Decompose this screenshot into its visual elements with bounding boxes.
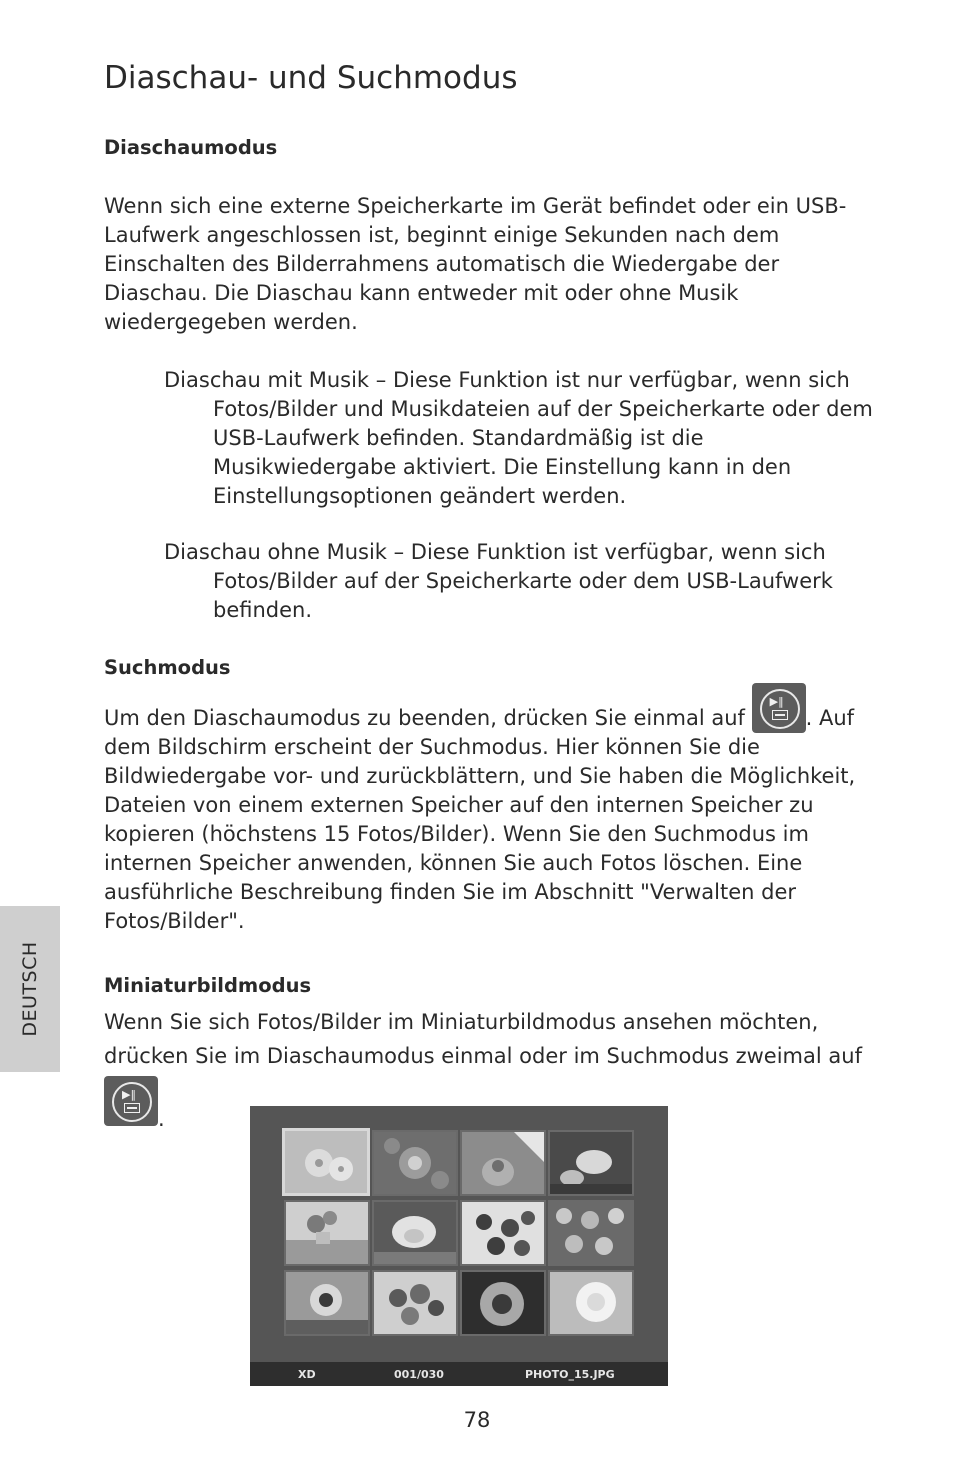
thumbnail-9 — [284, 1270, 370, 1336]
thumbnail-4 — [548, 1130, 634, 1196]
thumbnail-3 — [460, 1130, 546, 1196]
thumbnail-11 — [460, 1270, 546, 1336]
language-side-tab — [0, 906, 60, 1072]
flower-thumbnail-image — [550, 1202, 632, 1264]
slideshow-without-music: Diaschau ohne Musik – Diese Funktion ist verfügbar, wenn sich Fotos/Bilder auf der Speicherkarte oder dem USB-Laufwerk befinden. — [164, 540, 833, 622]
thumbnail-mode-screen — [250, 1106, 668, 1386]
play-pause-menu-button-icon: ▶‖ — [752, 683, 806, 733]
thumbnail-8 — [548, 1200, 634, 1266]
storage-source: XD — [298, 1368, 316, 1381]
section-heading-thumbnail: Miniaturbildmodus — [104, 974, 312, 997]
thumbnail-5 — [284, 1200, 370, 1266]
flower-thumbnail-image — [285, 1131, 367, 1193]
thumbnail-1 — [282, 1128, 370, 1196]
page-title: Diaschau- und Suchmodus — [104, 60, 518, 96]
thumbnail-12 — [548, 1270, 634, 1336]
sunflower-thumbnail-image — [462, 1272, 544, 1334]
thumbnail-end-period: . — [158, 1107, 165, 1131]
flower-thumbnail-image — [374, 1202, 456, 1264]
play-pause-menu-button-icon: ▶‖ — [104, 1076, 158, 1126]
thumbnail-10 — [372, 1270, 458, 1336]
sunflower-thumbnail-image — [286, 1272, 368, 1334]
page-number: 78 — [463, 1408, 491, 1432]
thumbnail-text: Wenn Sie sich Fotos/Bilder im Miniaturbildmodus ansehen möchten, drücken Sie im Diaschaumodus einmal oder im Suchmodus zweimal auf — [104, 1010, 862, 1068]
search-text-after: . Auf dem Bildschirm erscheint der Suchmodus. Hier können Sie die Bildwiedergabe vor- und zurückblättern, und Sie haben die Möglichkeit, Dateien von einem externen Speicher auf den internen Speicher zu kopieren (höchstens 15 Fotos/Bilder). Wenn Sie den Suchmodus im internen Speicher anwenden, können Sie auch Fotos löschen. Eine ausführliche Beschreibung finden Sie im Abschnitt "Verwalten der Fotos/Bilder". — [104, 706, 856, 933]
flower-thumbnail-image — [462, 1132, 544, 1194]
search-text — [104, 683, 864, 936]
rose-thumbnail-image — [550, 1272, 632, 1334]
section-heading-search: Suchmodus — [104, 656, 231, 679]
flower-thumbnail-image — [286, 1202, 368, 1264]
flower-thumbnail-image — [462, 1202, 544, 1264]
photo-filename: PHOTO_15.JPG — [525, 1368, 615, 1381]
slideshow-with-music: Diaschau mit Musik – Diese Funktion ist nur verfügbar, wenn sich Fotos/Bilder und Musikdateien auf der Speicherkarte oder dem USB-Laufwerk befinden. Standardmäßig ist die Musikwiedergabe aktiviert. Die Einstellung kann in den Einstellungsoptionen geändert werden. — [164, 368, 873, 508]
roses-thumbnail-image — [374, 1272, 456, 1334]
thumbnail-2 — [372, 1130, 458, 1196]
status-bar — [250, 1362, 668, 1386]
thumbnail-6 — [372, 1200, 458, 1266]
language-label: DEUTSCH — [19, 941, 41, 1037]
thumbnail-7 — [460, 1200, 546, 1266]
photo-counter: 001/030 — [394, 1368, 444, 1381]
slideshow-intro: Wenn sich eine externe Speicherkarte im Gerät befindet oder ein USB-Laufwerk angeschlossen ist, beginnt einige Sekunden nach dem Einschalten des Bilderrahmens automatisch die Wiedergabe der Diaschau. Die Diaschau kann entweder mit oder ohne Musik wiedergegeben werden. — [104, 194, 847, 334]
search-text-before: Um den Diaschaumodus zu beenden, drücken Sie einmal auf — [104, 706, 745, 730]
flower-thumbnail-image — [374, 1132, 456, 1194]
thumbnail-button-line — [104, 1076, 165, 1131]
section-heading-slideshow: Diaschaumodus — [104, 136, 278, 159]
flower-thumbnail-image — [550, 1132, 632, 1194]
